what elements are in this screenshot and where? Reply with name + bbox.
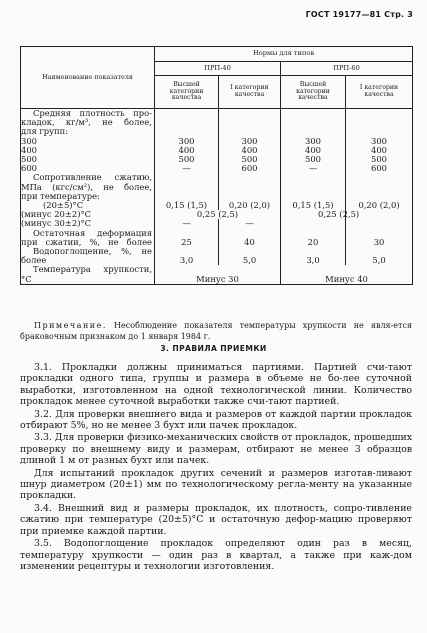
- merged-value: 0,25 (2,5): [318, 209, 360, 220]
- grade-high-2: Высшей категории качества: [281, 76, 346, 109]
- paragraph: 3.1. Прокладки должны приниматься партиями. Партией счи-тают прокладки одного типа, группы и размера в объеме не бо-лее суточной выработки, изготовленном на одной технологической линии. Количество прокладок менее суточной выработки также счи-тают партией.: [20, 362, 412, 408]
- merged-value: 0,25 (2,5): [155, 210, 281, 219]
- paragraph: Для испытаний прокладок других сечений и размеров изготав-ливают шнур диаметром (20±1) мм по технологическому регла-менту на указанные прокладки.: [20, 467, 412, 502]
- norms-header: Нормы для типов: [155, 47, 413, 62]
- page-header: ГОСТ 19177—81 Стр. 3: [305, 10, 413, 19]
- table-row: Остаточная деформация при сжатии, %, не более 25 40 20 30: [21, 229, 413, 247]
- col-name-header: Наименование показателя: [21, 47, 155, 109]
- type-prp40: ПРП-40: [155, 62, 281, 76]
- table-row: Водопоглощение, %, не более 3,0 5,0 3,0 5,0: [21, 247, 413, 265]
- table-note: [20, 320, 412, 342]
- table-row: Сопротивление сжатию, МПа (кгс/см²), не более, при температуре:: [21, 173, 413, 201]
- table-row: 500 500 500 500 500: [21, 155, 413, 164]
- note-label: Примечание.: [34, 321, 107, 330]
- table-row: 600 — 600 — 600: [21, 164, 413, 173]
- section-title: 3. ПРАВИЛА ПРИЕМКИ: [160, 344, 267, 353]
- paragraph: 3.3. Для проверки физико-механических свойств от прокладок, прошедших проверку по внешнему виду и размерам, отбирают не менее 3 образцов длиной 1 м от разных бухт или пачек.: [20, 432, 412, 467]
- table-row: Температура хрупкости, °С Минус 30 Минус 40: [21, 265, 413, 284]
- grade-first-1: I категории качества: [219, 76, 281, 109]
- note-text: Несоблюдение показателя температуры хрупкости не явля-ется браковочным признаком до 1 января 1984 г.: [20, 321, 412, 341]
- merged-value: Минус 30: [155, 265, 281, 284]
- table-row: (20±5)°С 0,15 (1,5) 0,20 (2,0) 0,15 (1,5) 0,20 (2,0): [21, 201, 413, 210]
- paragraph: 3.2. Для проверки внешнего вида и размеров от каждой партии прокладок отбирают 5%, но не менее 3 бухт или пачек прокладок.: [20, 408, 412, 432]
- table-row: 300 300 300 300 300: [21, 137, 413, 146]
- merged-value: Минус 40: [281, 265, 413, 284]
- grade-first-2: I категории качества: [346, 76, 413, 109]
- grade-high-1: Высшей категории качества: [155, 76, 219, 109]
- norms-table: [20, 46, 413, 285]
- table-row: 400 400 400 400 400: [21, 146, 413, 155]
- type-prp60: ПРП-60: [281, 62, 413, 76]
- paragraph: 3.5. Водопоглощение прокладок определяют один раз в месяц, температуру хрупкости — один раз в квартал, а также при каж-дом изменении рецептуры и технологии изготовления.: [20, 538, 412, 572]
- table-row: (минус 20±2)°С 0,25 (2,5) 0,25 (2,5): [21, 210, 413, 219]
- table-row: (минус 30±2)°С — —: [21, 219, 413, 228]
- section-body: [20, 362, 412, 573]
- row-label: Средняя плотность про- кладок, кг/м³, не более, для групп:: [21, 109, 155, 137]
- paragraph: 3.4. Внешний вид и размеры прокладок, их плотность, сопро-тивление сжатию при температуре (20±5)°С и остаточную дефор-мацию проверяют при приемке каждой партии.: [20, 502, 412, 537]
